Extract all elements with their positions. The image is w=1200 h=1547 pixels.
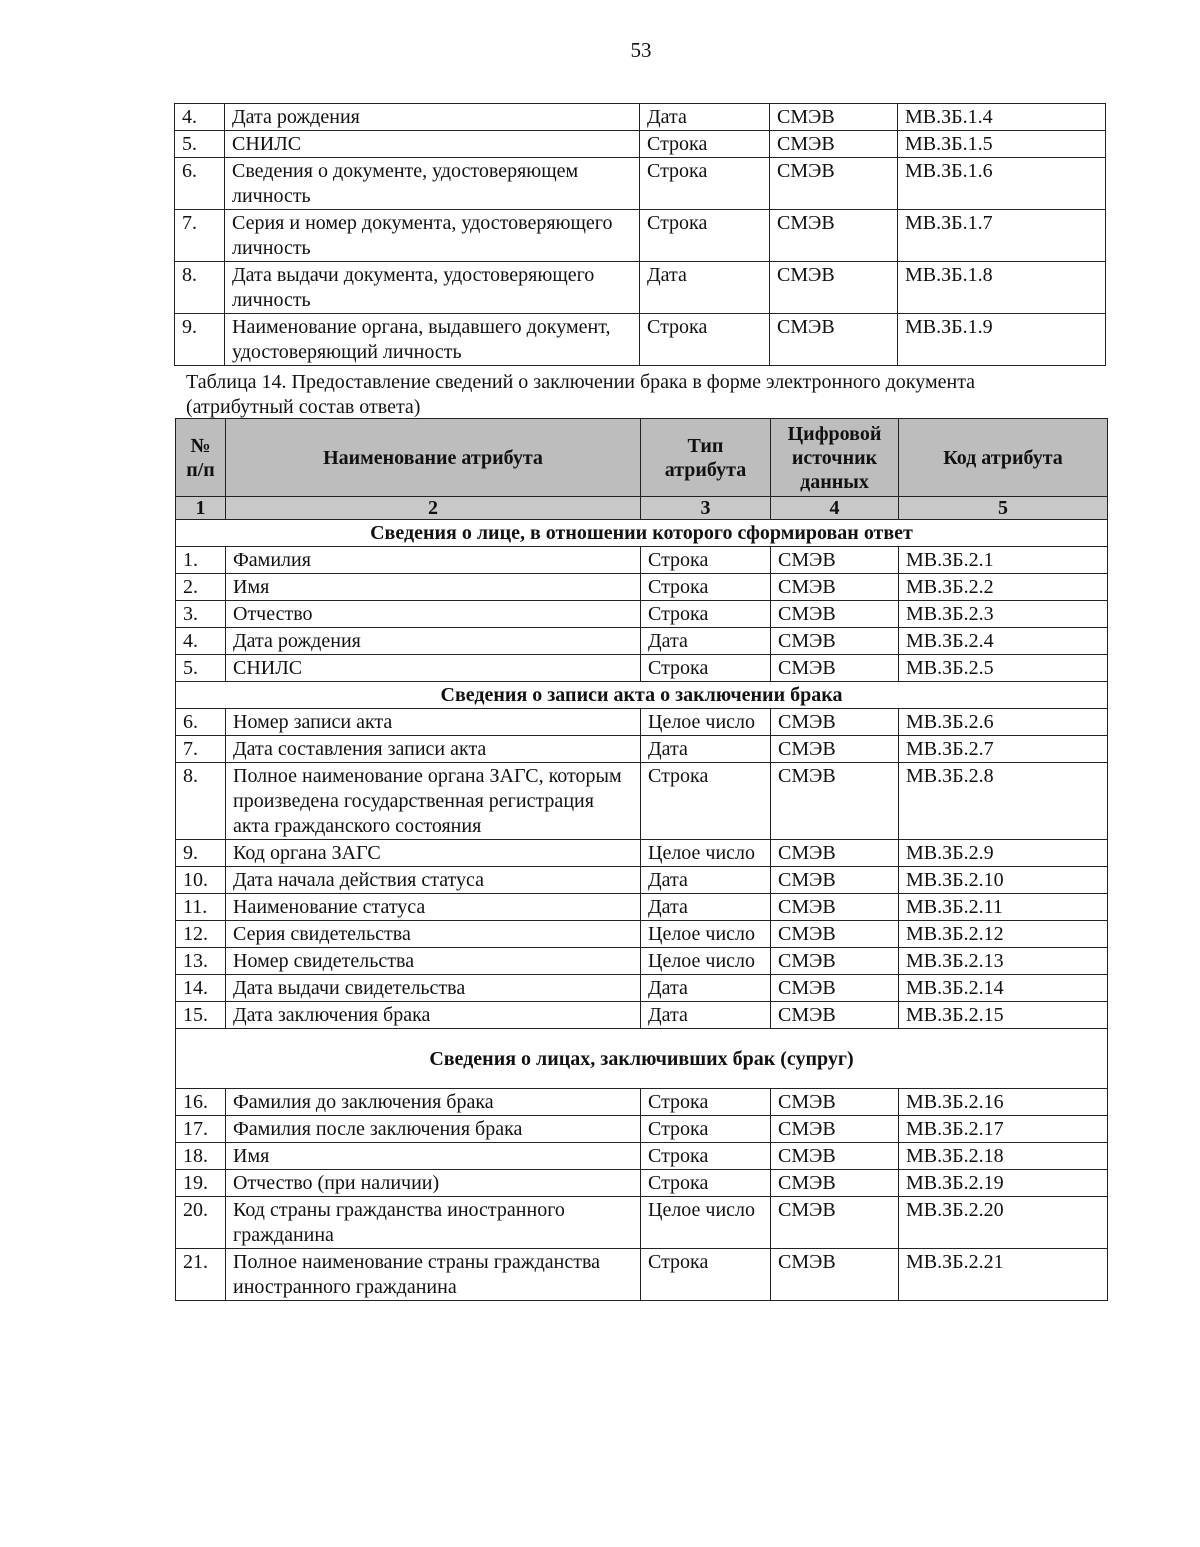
page-number: 53 [630, 38, 652, 62]
row-number: 1. [176, 547, 226, 574]
column-number: 1 [176, 497, 226, 520]
attribute-name: Код страны гражданства иностранного гражданина [226, 1197, 641, 1249]
data-source: СМЭВ [771, 840, 899, 867]
attribute-type: Целое число [641, 840, 771, 867]
attribute-name: Отчество (при наличии) [226, 1170, 641, 1197]
attribute-type: Строка [641, 763, 771, 840]
attribute-type: Строка [640, 210, 770, 262]
table-row [175, 210, 1106, 262]
header-num: № п/п [176, 419, 226, 497]
attribute-type: Строка [641, 601, 771, 628]
table-row [176, 1002, 1108, 1029]
table-row [175, 158, 1106, 210]
row-number: 15. [176, 1002, 226, 1029]
attribute-code: МВ.ЗБ.2.15 [899, 1002, 1108, 1029]
data-source: СМЭВ [771, 948, 899, 975]
attribute-code: МВ.ЗБ.2.2 [899, 574, 1108, 601]
data-source: СМЭВ [771, 736, 899, 763]
attribute-type: Строка [641, 574, 771, 601]
row-number: 20. [176, 1197, 226, 1249]
attribute-code: МВ.ЗБ.2.18 [899, 1143, 1108, 1170]
table-row [176, 763, 1108, 840]
row-number: 4. [176, 628, 226, 655]
section-title: Сведения о лицах, заключивших брак (супруг) [176, 1029, 1108, 1089]
attribute-type: Строка [640, 131, 770, 158]
attribute-name: Код органа ЗАГС [226, 840, 641, 867]
attribute-code: МВ.ЗБ.2.4 [899, 628, 1108, 655]
row-number: 4. [175, 104, 225, 131]
attribute-name: Наименование статуса [226, 894, 641, 921]
attribute-code: МВ.ЗБ.2.10 [899, 867, 1108, 894]
attribute-type: Строка [641, 1089, 771, 1116]
table-row [176, 1116, 1108, 1143]
data-source: СМЭВ [771, 1089, 899, 1116]
column-number: 5 [899, 497, 1108, 520]
attribute-code: МВ.ЗБ.2.14 [899, 975, 1108, 1002]
data-source: СМЭВ [771, 1143, 899, 1170]
attribute-type: Целое число [641, 921, 771, 948]
attribute-type: Дата [641, 736, 771, 763]
attribute-name: Дата выдачи документа, удостоверяющего личность [225, 262, 640, 314]
row-number: 11. [176, 894, 226, 921]
attribute-name: Сведения о документе, удостоверяющем личность [225, 158, 640, 210]
attribute-type: Целое число [641, 948, 771, 975]
data-source: СМЭВ [771, 709, 899, 736]
attribute-name: Дата выдачи свидетельства [226, 975, 641, 1002]
attribute-type: Дата [641, 1002, 771, 1029]
attribute-code: МВ.ЗБ.1.9 [898, 314, 1106, 366]
attribute-code: МВ.ЗБ.1.6 [898, 158, 1106, 210]
table-row [176, 1170, 1108, 1197]
table-row [176, 574, 1108, 601]
attribute-type: Целое число [641, 709, 771, 736]
data-source: СМЭВ [771, 1197, 899, 1249]
section-row [176, 682, 1108, 709]
table-row [176, 867, 1108, 894]
attribute-name: Фамилия после заключения брака [226, 1116, 641, 1143]
data-source: СМЭВ [771, 894, 899, 921]
attribute-code: МВ.ЗБ.2.16 [899, 1089, 1108, 1116]
attribute-name: Имя [226, 1143, 641, 1170]
row-number: 2. [176, 574, 226, 601]
data-source: СМЭВ [771, 867, 899, 894]
attribute-code: МВ.ЗБ.2.11 [899, 894, 1108, 921]
attribute-name: Наименование органа, выдавшего документ, удостоверяющий личность [225, 314, 640, 366]
column-number: 2 [226, 497, 641, 520]
attribute-name: Дата заключения брака [226, 1002, 641, 1029]
row-number: 9. [175, 314, 225, 366]
data-source: СМЭВ [771, 921, 899, 948]
section-title: Сведения о записи акта о заключении брака [176, 682, 1108, 709]
attribute-name: Серия и номер документа, удостоверяющего личность [225, 210, 640, 262]
table-row [176, 1089, 1108, 1116]
section-title: Сведения о лице, в отношении которого сформирован ответ [176, 520, 1108, 547]
row-number: 17. [176, 1116, 226, 1143]
header-name: Наименование атрибута [226, 419, 641, 497]
attribute-name: Имя [226, 574, 641, 601]
section-row [176, 1029, 1108, 1089]
data-source: СМЭВ [771, 628, 899, 655]
attribute-code: МВ.ЗБ.2.21 [899, 1249, 1108, 1301]
attribute-type: Строка [641, 547, 771, 574]
attribute-code: МВ.ЗБ.2.12 [899, 921, 1108, 948]
attribute-code: МВ.ЗБ.2.8 [899, 763, 1108, 840]
row-number: 8. [176, 763, 226, 840]
attribute-name: Номер записи акта [226, 709, 641, 736]
column-number: 3 [641, 497, 771, 520]
attribute-name: Дата рождения [226, 628, 641, 655]
row-number: 14. [176, 975, 226, 1002]
attribute-name: Полное наименование страны гражданства иностранного гражданина [226, 1249, 641, 1301]
attribute-type: Дата [641, 975, 771, 1002]
row-number: 18. [176, 1143, 226, 1170]
row-number: 3. [176, 601, 226, 628]
attribute-code: МВ.ЗБ.2.17 [899, 1116, 1108, 1143]
attribute-type: Строка [641, 1249, 771, 1301]
data-source: СМЭВ [770, 314, 898, 366]
data-source: СМЭВ [771, 975, 899, 1002]
table-row [175, 314, 1106, 366]
row-number: 7. [176, 736, 226, 763]
attribute-name: Полное наименование органа ЗАГС, которым произведена государственная регистрация акта гражданского состояния [226, 763, 641, 840]
table-row [176, 948, 1108, 975]
attribute-name: Дата составления записи акта [226, 736, 641, 763]
attribute-name: СНИЛС [226, 655, 641, 682]
attribute-name: Фамилия [226, 547, 641, 574]
header-source: Цифровой источник данных [771, 419, 899, 497]
attribute-type: Строка [641, 655, 771, 682]
table-row [176, 840, 1108, 867]
attribute-type: Строка [640, 314, 770, 366]
attribute-name: Отчество [226, 601, 641, 628]
row-number: 21. [176, 1249, 226, 1301]
attribute-code: МВ.ЗБ.1.5 [898, 131, 1106, 158]
row-number: 8. [175, 262, 225, 314]
attribute-code: МВ.ЗБ.2.7 [899, 736, 1108, 763]
attribute-type: Дата [641, 894, 771, 921]
table-header-row [176, 419, 1108, 497]
row-number: 12. [176, 921, 226, 948]
attribute-code: МВ.ЗБ.1.8 [898, 262, 1106, 314]
continued-table [174, 103, 1106, 366]
attribute-code: МВ.ЗБ.2.6 [899, 709, 1108, 736]
table-row [176, 894, 1108, 921]
header-numbers-row [176, 497, 1108, 520]
row-number: 6. [176, 709, 226, 736]
attribute-name: СНИЛС [225, 131, 640, 158]
data-source: СМЭВ [771, 547, 899, 574]
table-row [176, 1197, 1108, 1249]
row-number: 9. [176, 840, 226, 867]
table-row [175, 131, 1106, 158]
attribute-code: МВ.ЗБ.2.1 [899, 547, 1108, 574]
attribute-code: МВ.ЗБ.2.20 [899, 1197, 1108, 1249]
table-row [176, 736, 1108, 763]
table-row [176, 547, 1108, 574]
data-source: СМЭВ [771, 601, 899, 628]
table-row [176, 1143, 1108, 1170]
attribute-code: МВ.ЗБ.2.9 [899, 840, 1108, 867]
data-source: СМЭВ [770, 210, 898, 262]
attribute-type: Целое число [641, 1197, 771, 1249]
attribute-type: Дата [641, 867, 771, 894]
attribute-code: МВ.ЗБ.1.4 [898, 104, 1106, 131]
row-number: 5. [176, 655, 226, 682]
column-number: 4 [771, 497, 899, 520]
attribute-code: МВ.ЗБ.2.19 [899, 1170, 1108, 1197]
attribute-type: Строка [640, 158, 770, 210]
row-number: 5. [175, 131, 225, 158]
table-caption: Таблица 14. Предоставление сведений о заключении брака в форме электронного документа (атрибутный состав ответа) [186, 371, 976, 418]
data-source: СМЭВ [771, 1249, 899, 1301]
attribute-type: Строка [641, 1143, 771, 1170]
table-row [175, 262, 1106, 314]
row-number: 6. [175, 158, 225, 210]
header-type: Тип атрибута [641, 419, 771, 497]
attribute-name: Дата рождения [225, 104, 640, 131]
attribute-type: Строка [641, 1170, 771, 1197]
data-source: СМЭВ [770, 104, 898, 131]
attribute-name: Номер свидетельства [226, 948, 641, 975]
data-source: СМЭВ [770, 131, 898, 158]
data-source: СМЭВ [771, 1170, 899, 1197]
data-source: СМЭВ [771, 763, 899, 840]
row-number: 19. [176, 1170, 226, 1197]
table-row [176, 709, 1108, 736]
attribute-name: Фамилия до заключения брака [226, 1089, 641, 1116]
attribute-name: Дата начала действия статуса [226, 867, 641, 894]
row-number: 13. [176, 948, 226, 975]
attribute-code: МВ.ЗБ.1.7 [898, 210, 1106, 262]
row-number: 7. [175, 210, 225, 262]
table-row [176, 975, 1108, 1002]
table-row [175, 104, 1106, 131]
attributes-table [175, 418, 1108, 1301]
attribute-code: МВ.ЗБ.2.3 [899, 601, 1108, 628]
attribute-type: Дата [640, 262, 770, 314]
section-row [176, 520, 1108, 547]
row-number: 10. [176, 867, 226, 894]
table-row [176, 628, 1108, 655]
attribute-code: МВ.ЗБ.2.5 [899, 655, 1108, 682]
data-source: СМЭВ [770, 262, 898, 314]
attribute-type: Дата [641, 628, 771, 655]
data-source: СМЭВ [771, 1116, 899, 1143]
attribute-type: Дата [640, 104, 770, 131]
table-row [176, 601, 1108, 628]
table-row [176, 921, 1108, 948]
data-source: СМЭВ [771, 574, 899, 601]
table-row [176, 655, 1108, 682]
table-row [176, 1249, 1108, 1301]
attribute-type: Строка [641, 1116, 771, 1143]
row-number: 16. [176, 1089, 226, 1116]
data-source: СМЭВ [771, 1002, 899, 1029]
attribute-name: Серия свидетельства [226, 921, 641, 948]
data-source: СМЭВ [770, 158, 898, 210]
data-source: СМЭВ [771, 655, 899, 682]
header-code: Код атрибута [899, 419, 1108, 497]
attribute-code: МВ.ЗБ.2.13 [899, 948, 1108, 975]
